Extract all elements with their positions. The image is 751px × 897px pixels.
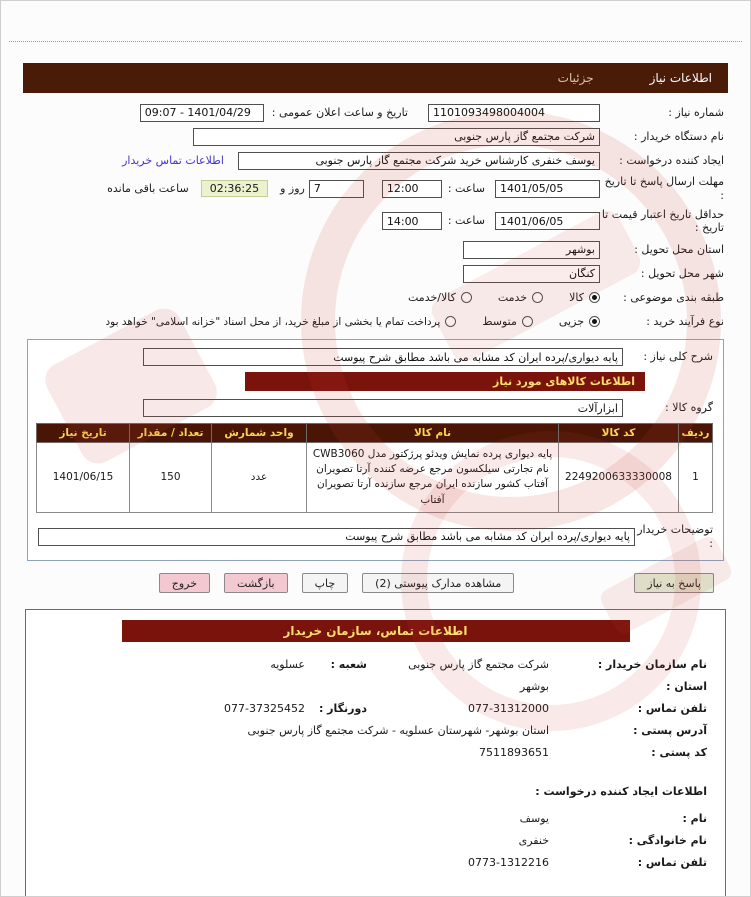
row-postal-code bbox=[44, 746, 707, 759]
postal-address-label: آدرس پستی : bbox=[633, 724, 707, 738]
org-phone-value: 077-31312000 bbox=[468, 702, 549, 716]
row-org-name bbox=[44, 658, 707, 671]
reply-to-need-button[interactable]: پاسخ به نیاز bbox=[634, 573, 714, 593]
delivery-province-input[interactable] bbox=[463, 241, 600, 259]
goods-table-body bbox=[37, 443, 713, 513]
radio-option-medium[interactable] bbox=[482, 315, 533, 328]
col-name-header: نام کالا bbox=[307, 424, 559, 443]
view-attachments-button[interactable]: مشاهده مدارک پیوستی (2) bbox=[362, 573, 514, 593]
process-type-label: نوع فرآیند خرید : bbox=[646, 314, 724, 328]
creator-phone-label: تلفن تماس : bbox=[637, 856, 707, 870]
delivery-city-label: شهر محل تحویل : bbox=[640, 266, 724, 280]
buyer-org-label: نام دستگاه خریدار : bbox=[633, 129, 724, 143]
reply-deadline-label: مهلت ارسال پاسخ تا تاریخ : bbox=[604, 175, 724, 202]
row-reply-deadline bbox=[27, 175, 724, 203]
radio-option-goods-service[interactable] bbox=[408, 291, 472, 304]
remaining-hours-label: ساعت باقی مانده bbox=[107, 182, 189, 196]
goods-table-header-row bbox=[37, 424, 713, 443]
goods-table-head bbox=[37, 424, 713, 443]
row-request-creator bbox=[27, 151, 724, 170]
radio-label-service: خدمت bbox=[497, 291, 528, 304]
buyer-notes-input[interactable] bbox=[38, 528, 635, 546]
cell-goods-code: 2249200633330008 bbox=[559, 443, 679, 513]
price-validity-label: حداقل تاریخ اعتبار قیمت تا تاریخ : bbox=[601, 207, 724, 235]
row-need-number bbox=[27, 103, 724, 122]
buyer-contact-section bbox=[25, 609, 726, 897]
remaining-days-label: روز و bbox=[280, 182, 305, 196]
row-creator-phone bbox=[44, 856, 707, 869]
request-creator-info-header: اطلاعات ایجاد کننده درخواست : bbox=[535, 785, 707, 799]
top-dotted-separator bbox=[9, 41, 742, 42]
postal-code-value: 7511893651 bbox=[479, 746, 549, 760]
cell-quantity: 150 bbox=[130, 443, 212, 513]
price-validity-time-label: ساعت : bbox=[447, 214, 485, 228]
radio-label-goods-service: کالا/خدمت bbox=[408, 291, 456, 304]
required-goods-section bbox=[27, 339, 724, 561]
buyer-contact-header: اطلاعات تماس، سازمان خریدار bbox=[122, 620, 630, 642]
org-province-value: بوشهر bbox=[519, 680, 549, 694]
postal-address-value: استان بوشهر- شهرستان عسلویه - شرکت مجتمع گاز پارس جنوبی bbox=[247, 724, 549, 738]
row-need-summary bbox=[38, 348, 713, 366]
need-number-label: شماره نیاز : bbox=[668, 105, 724, 119]
radio-option-goods[interactable] bbox=[569, 291, 600, 304]
row-delivery-city bbox=[27, 264, 724, 283]
row-buyer-notes bbox=[38, 523, 713, 551]
org-name-value: شرکت مجتمع گاز پارس جنوبی bbox=[408, 658, 549, 672]
buyer-notes-label: توضیحات خریدار : bbox=[637, 522, 713, 550]
col-date-header: تاریخ نیاز bbox=[37, 424, 130, 443]
reply-deadline-date-input[interactable] bbox=[495, 180, 600, 198]
radio-icon-minor bbox=[589, 316, 600, 327]
row-creator-first-name bbox=[44, 812, 707, 825]
row-creator-last-name bbox=[44, 834, 707, 847]
radio-option-service[interactable] bbox=[498, 291, 543, 304]
exit-button[interactable]: خروج bbox=[159, 573, 210, 593]
goods-table bbox=[36, 423, 713, 513]
required-goods-header: اطلاعات کالاهای مورد نیاز bbox=[245, 372, 645, 391]
cell-goods-name: پایه دیواری پرده نمایش ویدئو پرژکتور مدل CWB3060 نام تجارتی سیلکسون مرجع عرضه کننده آرتا تصویران آفتاب کشور سازنده ایران مرجع سازنده آرتا تصویران آفتاب bbox=[307, 443, 559, 513]
row-process-type bbox=[27, 312, 724, 331]
announce-datetime-input[interactable] bbox=[140, 104, 264, 122]
row-delivery-province bbox=[27, 240, 724, 259]
row-subject-classification bbox=[27, 288, 724, 307]
radio-label-minor: جزیی bbox=[558, 315, 584, 328]
creator-first-name-value: یوسف bbox=[519, 812, 549, 826]
radio-label-treasury-payment: پرداخت تمام یا بخشی از مبلغ خرید، از محل اسناد "خزانه اسلامی" خواهد بود bbox=[105, 315, 441, 328]
creator-first-name-label: نام : bbox=[682, 812, 707, 826]
radio-option-treasury-payment[interactable] bbox=[105, 316, 456, 328]
need-number-input[interactable] bbox=[428, 104, 600, 122]
radio-icon-goods-service bbox=[461, 292, 472, 303]
reply-deadline-time-input[interactable] bbox=[382, 180, 442, 198]
request-creator-input[interactable] bbox=[238, 152, 600, 170]
goods-group-label: گروه کالا : bbox=[665, 401, 713, 415]
delivery-city-input[interactable] bbox=[463, 265, 600, 283]
cell-row-index: 1 bbox=[679, 443, 713, 513]
col-code-header: کد کالا bbox=[559, 424, 679, 443]
radio-icon-service bbox=[532, 292, 543, 303]
request-creator-label: ایجاد کننده درخواست : bbox=[619, 153, 724, 167]
radio-icon-goods bbox=[589, 292, 600, 303]
row-buyer-org bbox=[27, 127, 724, 146]
radio-label-medium: متوسط bbox=[482, 315, 517, 328]
row-price-validity bbox=[27, 208, 724, 236]
header-tab-bar bbox=[23, 63, 728, 93]
buyer-org-input[interactable] bbox=[193, 128, 600, 146]
tab-need-info[interactable]: اطلاعات نیاز bbox=[649, 71, 712, 85]
col-qty-header: تعداد / مقدار bbox=[130, 424, 212, 443]
radio-label-goods: کالا bbox=[569, 291, 584, 304]
tab-details[interactable]: جزئیات bbox=[557, 71, 594, 85]
row-org-phone bbox=[44, 702, 707, 715]
row-org-province bbox=[44, 680, 707, 693]
creator-last-name-label: نام خانوادگی : bbox=[628, 834, 707, 848]
branch-value: عسلویه bbox=[270, 658, 305, 672]
goods-group-input[interactable] bbox=[143, 399, 623, 417]
branch-label: شعبه : bbox=[330, 658, 367, 672]
reply-deadline-time-label: ساعت : bbox=[447, 181, 485, 195]
radio-option-minor[interactable] bbox=[559, 315, 600, 328]
row-postal-address bbox=[44, 724, 707, 737]
price-validity-date-input[interactable] bbox=[495, 212, 600, 230]
need-summary-label: شرح کلی نیاز : bbox=[643, 350, 713, 364]
row-goods-group bbox=[38, 399, 713, 417]
delivery-province-label: استان محل تحویل : bbox=[634, 242, 724, 256]
fax-label: دورنگار : bbox=[318, 702, 367, 716]
price-validity-time-input[interactable] bbox=[382, 212, 442, 230]
radio-icon-medium bbox=[522, 316, 533, 327]
org-phone-label: تلفن تماس : bbox=[637, 702, 707, 716]
goods-table-row bbox=[37, 443, 713, 513]
creator-last-name-value: خنفری bbox=[518, 834, 549, 848]
cell-unit: عدد bbox=[212, 443, 307, 513]
col-unit-header: واحد شمارش bbox=[212, 424, 307, 443]
need-summary-input[interactable] bbox=[143, 348, 623, 366]
creator-phone-value: 0773-1312216 bbox=[468, 856, 549, 870]
col-row-header: ردیف bbox=[679, 424, 713, 443]
buyer-contact-link[interactable]: اطلاعات تماس خریدار bbox=[122, 154, 224, 167]
radio-icon-treasury-payment bbox=[445, 316, 456, 327]
org-name-label: نام سازمان خریدار : bbox=[597, 658, 707, 672]
subject-classification-label: طبقه بندی موضوعی : bbox=[623, 290, 724, 304]
need-summary-form bbox=[27, 103, 724, 331]
print-button[interactable]: چاپ bbox=[302, 573, 349, 593]
back-button[interactable]: بازگشت bbox=[224, 573, 288, 593]
countdown-timer: 02:36:25 bbox=[201, 180, 268, 197]
announce-datetime-label: تاریخ و ساعت اعلان عمومی : bbox=[271, 105, 408, 119]
fax-value: 077-37325452 bbox=[224, 702, 305, 716]
postal-code-label: کد پستی : bbox=[651, 746, 707, 760]
cell-need-date: 1401/06/15 bbox=[37, 443, 130, 513]
remaining-days-input[interactable] bbox=[309, 180, 364, 198]
org-province-label: استان : bbox=[666, 680, 707, 694]
action-buttons-row bbox=[37, 573, 714, 593]
